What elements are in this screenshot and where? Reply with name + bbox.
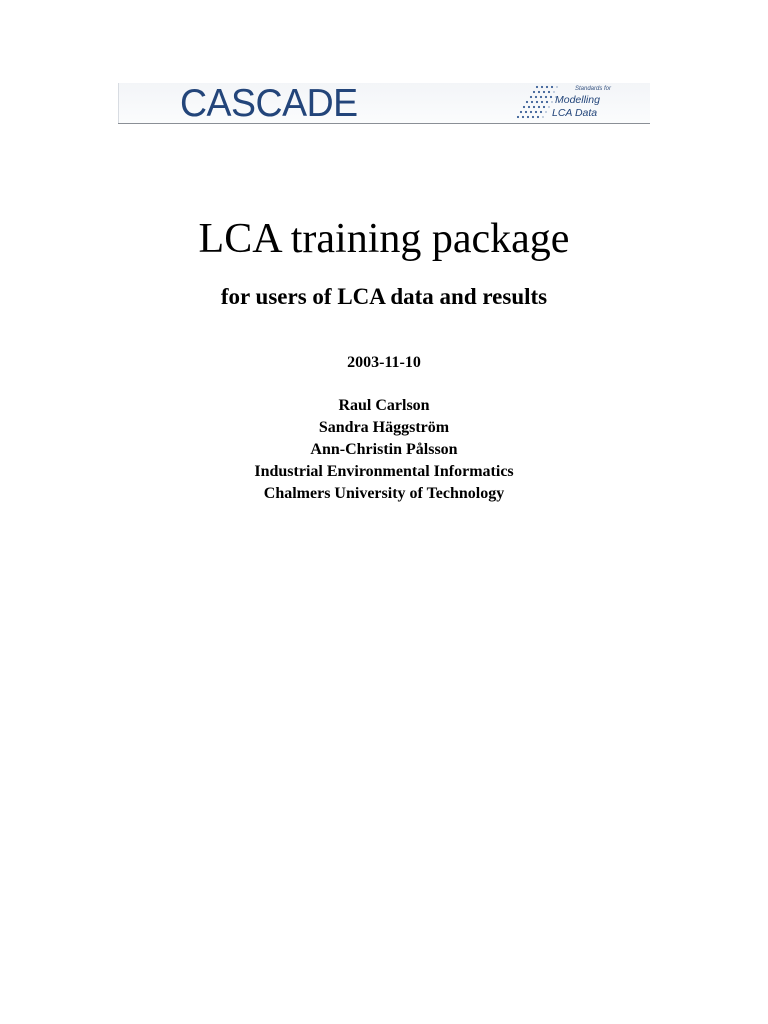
document-subtitle: for users of LCA data and results xyxy=(220,284,548,309)
tagline-lca-data: LCA Data xyxy=(552,107,598,119)
banner-divider xyxy=(118,83,119,123)
author-name: Ann-Christin Pålsson xyxy=(310,441,458,458)
contributor-list xyxy=(0,395,768,505)
university-name: Chalmers University of Technology xyxy=(263,485,505,502)
document-title: LCA training package xyxy=(198,216,570,262)
author-name: Sandra Häggström xyxy=(318,419,450,436)
document-date: 2003-11-10 xyxy=(347,354,421,371)
tagline-logo xyxy=(511,83,650,123)
tagline-modelling: Modelling xyxy=(555,94,600,106)
tagline-small: Standards for xyxy=(575,86,612,92)
author-name: Raul Carlson xyxy=(338,397,430,414)
header-banner xyxy=(118,83,650,124)
department-name: Industrial Environmental Informatics xyxy=(254,463,514,480)
cascade-logo: CASCADE xyxy=(180,82,358,125)
